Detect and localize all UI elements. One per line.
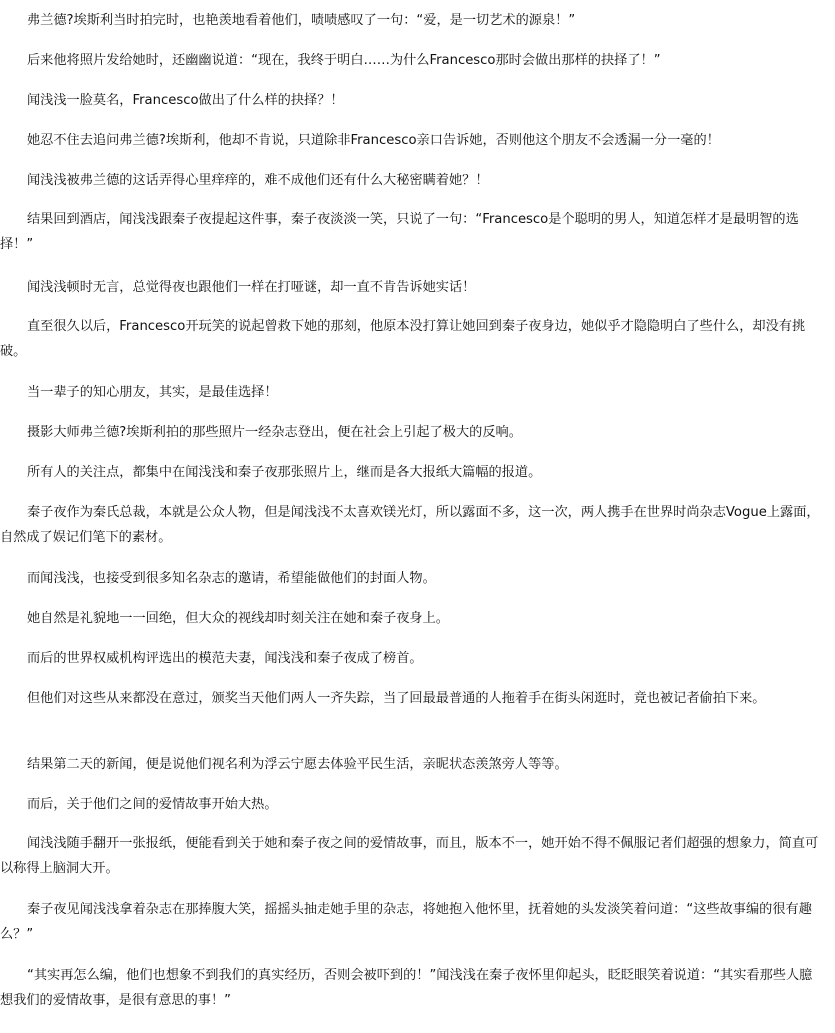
paragraph: 闻浅浅一脸莫名，Francesco做出了什么样的抉择？！ [27,93,344,108]
paragraph: 而闻浅浅，也接受到很多知名杂志的邀请，希望能做他们的封面人物。 [27,571,436,586]
paragraph: 弗兰德?埃斯利当时拍完时，也艳羡地看着他们，啧啧感叹了一句：“爱，是一切艺术的源泉！” [27,13,576,28]
paragraph: 闻浅浅顿时无言，总觉得夜也跟他们一样在打哑谜，却一直不肯告诉她实话！ [27,280,476,295]
paragraph: 而后的世界权威机构评选出的模范夫妻，闻浅浅和秦子夜成了榜首。 [27,651,423,666]
paragraph: 秦子夜见闻浅浅拿着杂志在那捧腹大笑，摇摇头抽走她手里的杂志，将她抱入他怀里，抚着她的头发淡笑着问道：“这些故事编的很有趣么？” [0,902,812,942]
paragraph: 秦子夜作为秦氏总裁，本就是公众人物，但是闻浅浅不太喜欢镁光灯，所以露面不多，这一次，两人携手在世界时尚杂志Vogue上露面，自然成了娱记们笔下的素材。 [0,505,820,545]
paragraph: 所有人的关注点，都集中在闻浅浅和秦子夜那张照片上，继而是各大报纸大篇幅的报道。 [27,465,542,480]
paragraph: 闻浅浅随手翻开一张报纸，便能看到关于她和秦子夜之间的爱情故事，而且，版本不一，她开始不得不佩服记者们超强的想象力，简直可以称得上脑洞大开。 [0,836,819,876]
paragraph: 闻浅浅被弗兰德的这话弄得心里痒痒的，难不成他们还有什么大秘密瞒着她？！ [27,173,489,188]
paragraph: “其实再怎么编，他们也想象不到我们的真实经历，否则会被吓到的！”闻浅浅在秦子夜怀里仰起头，眨眨眼笑着说道：“其实看那些人臆想我们的爱情故事，是很有意思的事！” [0,968,813,1008]
paragraph: 后来他将照片发给她时，还幽幽说道：“现在，我终于明白……为什么Francesco那时会做出那样的抉择了！” [27,53,661,68]
paragraph: 结果回到酒店，闻浅浅跟秦子夜提起这件事，秦子夜淡淡一笑，只说了一句：“Francesco是个聪明的男人，知道怎样才是最明智的选择！” [0,212,799,252]
paragraph: 但他们对这些从来都没在意过，颁奖当天他们两人一齐失踪，当了回最最普通的人拖着手在街头闲逛时，竟也被记者偷拍下来。 [27,691,766,706]
paragraph: 摄影大师弗兰德?埃斯利拍的那些照片一经杂志登出，便在社会上引起了极大的反响。 [27,425,522,440]
paragraph: 结果第二天的新闻，便是说他们视名利为浮云宁愿去体验平民生活，亲昵状态羡煞旁人等等。 [27,757,568,772]
paragraph: 她忍不住去追问弗兰德?埃斯利，他却不肯说，只道除非Francesco亲口告诉她，否则他这个朋友不会透漏一分一毫的！ [27,133,720,148]
paragraph: 她自然是礼貌地一一回绝，但大众的视线却时刻关注在她和秦子夜身上。 [27,611,449,626]
paragraph: 当一辈子的知心朋友，其实，是最佳选择！ [27,385,278,400]
paragraph: 直至很久以后，Francesco开玩笑的说起曾救下她的那刻，他原本没打算让她回到秦子夜身边，她似乎才隐隐明白了些什么，却没有挑破。 [0,319,806,359]
paragraph: 而后，关于他们之间的爱情故事开始大热。 [27,797,278,812]
